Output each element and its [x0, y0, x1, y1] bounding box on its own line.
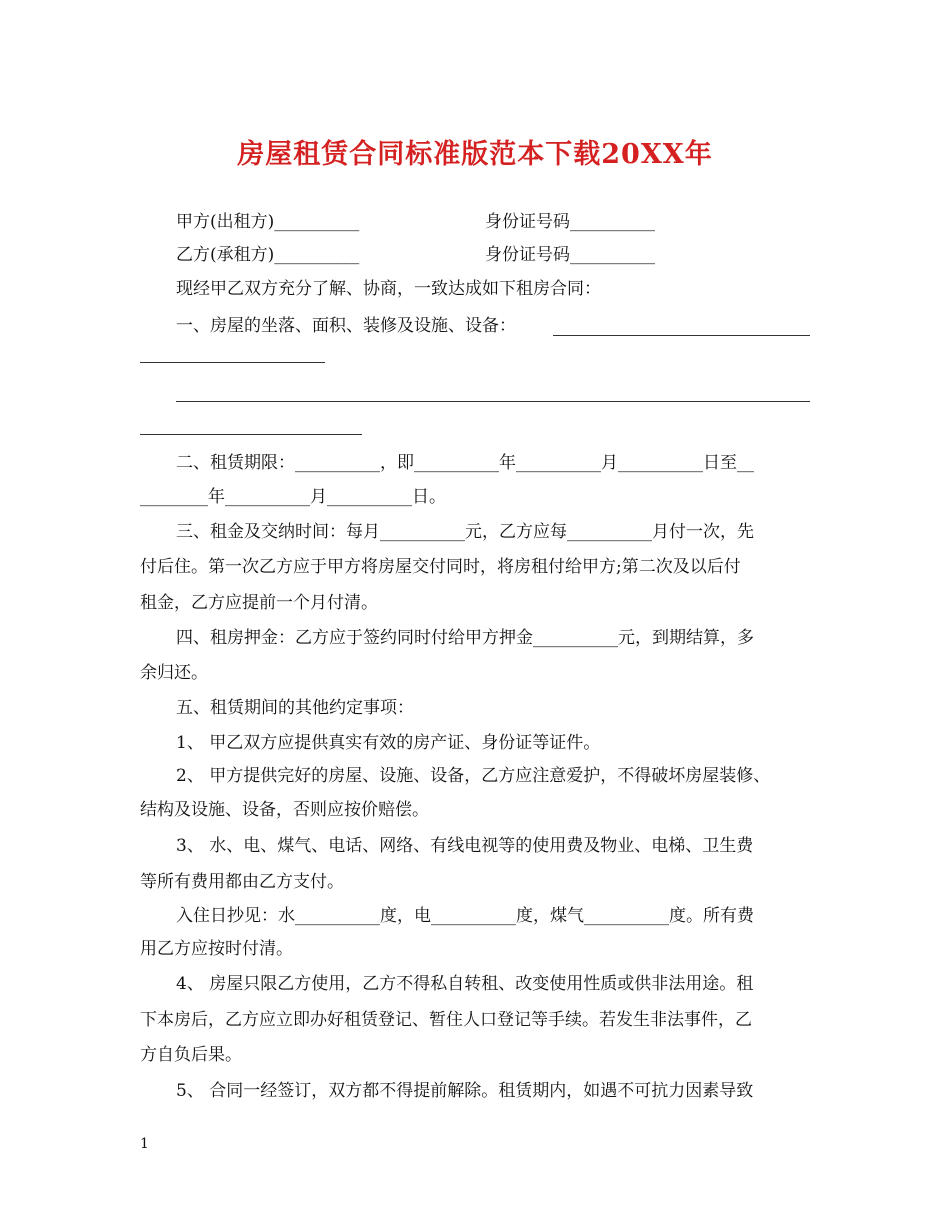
section-4-line: 余归还。 — [140, 663, 208, 683]
section-5-heading: 五、租赁期间的其他约定事项： — [176, 698, 414, 718]
meter-reading-line: 用乙方应按时付清。 — [140, 939, 293, 959]
blank-line — [140, 362, 325, 363]
party-a-id-line: 身份证号码__________ — [485, 212, 655, 232]
party-a-line: 甲方(出租方)__________ — [176, 212, 360, 232]
clause-1: 1、 甲乙双方应提供真实有效的房产证、身份证等证件。 — [176, 733, 601, 753]
document-title: 房屋租赁合同标准版范本下载20XX年 — [237, 139, 713, 170]
clause-4-line: 下本房后，乙方应立即办好租赁登记、暂住人口登记等手续。若发生非法事件，乙 — [140, 1010, 752, 1030]
clause-4-line: 方自负后果。 — [140, 1045, 242, 1065]
clause-5-line: 5、 合同一经签订，双方都不得提前解除。租赁期内，如遇不可抗力因素导致 — [176, 1081, 754, 1101]
blank-line — [553, 335, 810, 336]
section-3-line: 付后住。第一次乙方应于甲方将房屋交付同时，将房租付给甲方;第二次及以后付 — [140, 557, 741, 577]
section-3-line: 三、租金及交纳时间：每月__________元，乙方应每__________月付一次，先 — [176, 522, 754, 542]
clause-2-line: 2、 甲方提供完好的房屋、设施、设备，乙方应注意爱护，不得破坏房屋装修、 — [176, 766, 771, 786]
page-number: 1 — [140, 1136, 149, 1152]
party-b-id-line: 身份证号码__________ — [485, 245, 655, 265]
blank-line — [140, 434, 362, 435]
blank-line — [176, 401, 810, 402]
clause-4-line: 4、 房屋只限乙方使用，乙方不得私自转租、改变使用性质或供非法用途。租 — [176, 974, 754, 994]
clause-2-line: 结构及设施、设备，否则应按价赔偿。 — [140, 800, 429, 820]
section-2-line: ________年__________月__________日。 — [140, 487, 446, 507]
meter-reading-line: 入住日抄见：水__________度，电__________度，煤气__________度。所有费 — [176, 906, 754, 926]
section-1-heading: 一、房屋的坐落、面积、装修及设施、设备： — [176, 316, 516, 336]
clause-3-line: 等所有费用都由乙方支付。 — [140, 872, 344, 892]
section-2-line: 二、租赁期限：__________，即__________年__________月__________日至__ — [176, 453, 754, 473]
section-4-line: 四、租房押金：乙方应于签约同时付给甲方押金__________元，到期结算，多 — [176, 628, 754, 648]
section-3-line: 租金，乙方应提前一个月付清。 — [140, 593, 378, 613]
intro-paragraph: 现经甲乙双方充分了解、协商，一致达成如下租房合同： — [176, 279, 601, 299]
clause-3-line: 3、 水、电、煤气、电话、网络、有线电视等的使用费及物业、电梯、卫生费 — [176, 836, 754, 856]
party-b-line: 乙方(承租方)__________ — [176, 245, 360, 265]
